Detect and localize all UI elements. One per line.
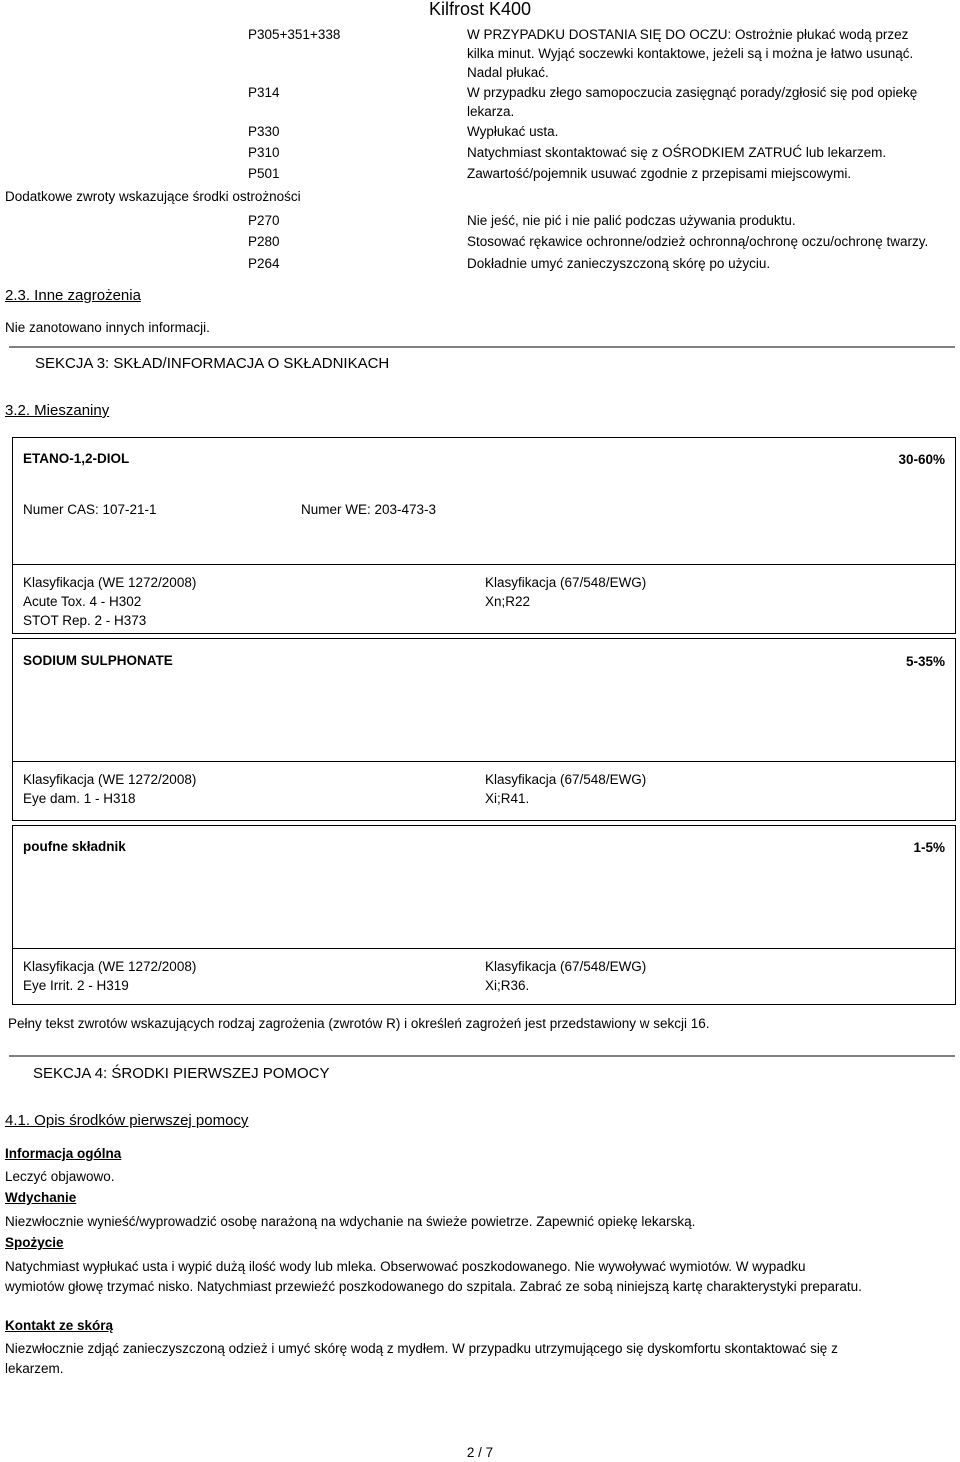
p-code: P314 — [248, 85, 280, 100]
p-text: Stosować rękawice ochronne/odzież ochronną/ochronę oczu/ochronę twarzy. — [467, 234, 929, 249]
dsd-classification — [485, 770, 646, 808]
general-info-heading: Informacja ogólna — [5, 1146, 122, 1161]
skin-contact-text: Niezwłocznie zdjąć zanieczyszczoną odzież i umyć skórę wodą z mydłem. W przypadku utrzymującego się dyskomfortu skontaktować się z lekarzem. — [5, 1341, 838, 1376]
p-text: Natychmiast skontaktować się z OŚRODKIEM ZATRUĆ lub lekarzem. — [467, 145, 887, 160]
first-aid-heading: 4.1. Opis środków pierwszej pomocy — [5, 1112, 249, 1129]
clp-entry: Acute Tox. 4 - H302 — [23, 594, 142, 609]
p-code: P501 — [248, 166, 280, 181]
dsd-entry: Xi;R36. — [485, 978, 530, 993]
general-info-text: Leczyć objawowo. — [5, 1169, 115, 1184]
page-number: 2 / 7 — [466, 1445, 494, 1460]
component-box — [12, 437, 956, 565]
inhalation-heading: Wdychanie — [5, 1190, 77, 1205]
section-3-title: SEKCJA 3: SKŁAD/INFORMACJA O SKŁADNIKACH — [35, 355, 390, 372]
skin-contact-heading: Kontakt ze skórą — [5, 1318, 114, 1333]
clp-classification — [23, 770, 196, 808]
component-name: poufne składnik — [23, 839, 126, 854]
p-code: P270 — [248, 213, 280, 228]
p-text: Dokładnie umyć zanieczyszczoną skórę po użyciu. — [467, 256, 771, 271]
full-text-note: Pełny tekst zwrotów wskazujących rodzaj zagrożenia (zwrotów R) i określeń zagrożeń jest przedstawiony w sekcji 16. — [8, 1016, 710, 1031]
clp-entry: STOT Rep. 2 - H373 — [23, 613, 147, 628]
classification-box — [12, 565, 956, 634]
section-4-header — [9, 1055, 955, 1087]
p-text: kilka minut. Wyjąć soczewki kontaktowe, jeżeli są i można je łatwo usunąć. — [467, 46, 914, 61]
mixtures-heading: 3.2. Mieszaniny — [5, 402, 110, 419]
section-4-title: SEKCJA 4: ŚRODKI PIERWSZEJ POMOCY — [33, 1065, 330, 1082]
dsd-entry: Xn;R22 — [485, 594, 531, 609]
ingestion-heading: Spożycie — [5, 1235, 64, 1250]
component-percent: 5-35% — [905, 654, 945, 669]
other-hazards-heading: 2.3. Inne zagrożenia — [5, 287, 141, 304]
dsd-label: Klasyfikacja (67/548/EWG) — [485, 959, 647, 974]
component-name: SODIUM SULPHONATE — [23, 653, 173, 668]
classification-box — [12, 949, 956, 1005]
p-text: W PRZYPADKU DOSTANIA SIĘ DO OCZU: Ostrożnie płukać wodą przez — [467, 27, 909, 42]
other-hazards-text: Nie zanotowano innych informacji. — [5, 320, 210, 335]
clp-classification — [23, 573, 196, 630]
p-code: P310 — [248, 145, 280, 160]
p-code: P330 — [248, 124, 280, 139]
p-text: W przypadku złego samopoczucia zasięgnąć porady/zgłosić się pod opiekę — [467, 85, 918, 100]
clp-classification — [23, 957, 196, 995]
classification-box — [12, 762, 956, 821]
clp-entry: Eye Irrit. 2 - H319 — [23, 978, 129, 993]
section-3-header — [9, 346, 955, 378]
component-box — [12, 638, 956, 762]
ingestion-text: Natychmiast wypłukać usta i wypić dużą ilość wody lub mleka. Obserwować poszkodowanego. Nie wywoływać wymiotów. W wypadku wymiotów głowę trzymać nisko. Natychmiast przewieźć poszkodowanego do szpitala. Zabrać ze sobą niniejszą kartę charakterystyki preparatu. — [5, 1259, 862, 1294]
dsd-classification — [485, 573, 646, 611]
dsd-entry: Xi;R41. — [485, 791, 530, 806]
we-number: Numer WE: 203-473-3 — [301, 502, 437, 517]
p-text: Nie jeść, nie pić i nie palić podczas używania produktu. — [467, 213, 796, 228]
p-text: Wypłukać usta. — [467, 124, 559, 139]
p-code: P264 — [248, 256, 280, 271]
p-text: lekarza. — [467, 104, 515, 119]
clp-label: Klasyfikacja (WE 1272/2008) — [23, 772, 197, 787]
p-text: Zawartość/pojemnik usuwać zgodnie z przepisami miejscowymi. — [467, 166, 852, 181]
clp-entry: Eye dam. 1 - H318 — [23, 791, 136, 806]
p-text: Nadal płukać. — [467, 65, 549, 80]
dsd-classification — [485, 957, 646, 995]
clp-label: Klasyfikacja (WE 1272/2008) — [23, 575, 197, 590]
p-code: P280 — [248, 234, 280, 249]
document-title: Kilfrost K400 — [428, 0, 532, 19]
supplementary-heading: Dodatkowe zwroty wskazujące środki ostrożności — [5, 189, 301, 204]
inhalation-text: Niezwłocznie wynieść/wyprowadzić osobę narażoną na wdychanie na świeże powietrze. Zapewnić opiekę lekarską. — [5, 1214, 696, 1229]
dsd-label: Klasyfikacja (67/548/EWG) — [485, 772, 647, 787]
cas-number: Numer CAS: 107-21-1 — [23, 502, 157, 517]
component-name: ETANO-1,2-DIOL — [23, 451, 130, 466]
component-percent: 30-60% — [898, 452, 945, 467]
component-box — [12, 825, 956, 949]
clp-label: Klasyfikacja (WE 1272/2008) — [23, 959, 197, 974]
component-percent: 1-5% — [913, 840, 945, 855]
p-code: P305+351+338 — [248, 27, 341, 42]
dsd-label: Klasyfikacja (67/548/EWG) — [485, 575, 647, 590]
